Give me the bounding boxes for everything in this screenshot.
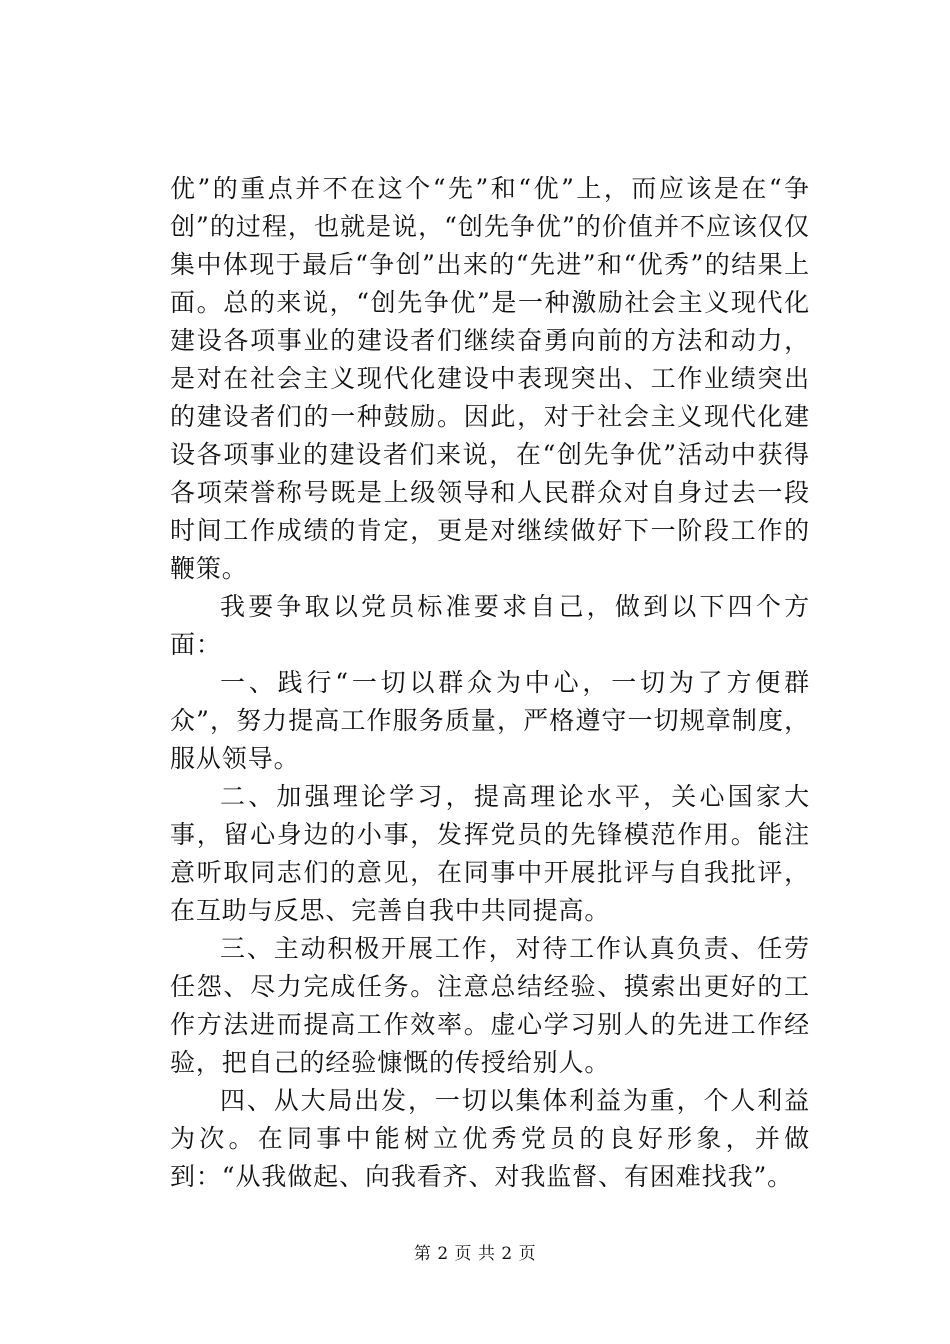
- paragraph-intro-four-aspects: 我要争取以党员标准要求自己，做到以下四个方面：: [170, 592, 810, 659]
- paragraph-item-4: 四、从大局出发，一切以集体利益为重，个人利益为次。在同事中能树立优秀党员的良好形象，并做到：“从我做起、向我看齐、对我监督、有困难找我”。: [170, 1086, 810, 1191]
- paragraph-item-3: 三、主动积极开展工作，对待工作认真负责、任劳任怨、尽力完成任务。注意总结经验、摸索出更好的工作方法进而提高工作效率。虚心学习别人的先进工作经验，把自己的经验慷慨的传授给别人。: [170, 934, 810, 1077]
- paragraph-continuation: 优”的重点并不在这个“先”和“优”上，而应该是在“争创”的过程，也就是说，“创先争优”的价值并不应该仅仅集中体现于最后“争创”出来的“先进”和“优秀”的结果上面。总的来说，“创先争优”是一种激励社会主义现代化建设各项事业的建设者们继续奋勇向前的方法和动力，是对在社会主义现代化建设中表现突出、工作业绩突出的建设者们的一种鼓励。因此，对于社会主义现代化建设各项事业的建设者们来说，在“创先争优”活动中获得各项荣誉称号既是上级领导和人民群众对自身过去一段时间工作成绩的肯定，更是对继续做好下一阶段工作的鞭策。: [170, 174, 810, 583]
- paragraph-item-1: 一、践行“一切以群众为中心，一切为了方便群众”，努力提高工作服务质量，严格遵守一切规章制度，服从领导。: [170, 668, 810, 773]
- page-number-footer: 第 2 页 共 2 页: [413, 1244, 537, 1264]
- document-body: [170, 170, 810, 1196]
- paragraph-item-2: 二、加强理论学习，提高理论水平，关心国家大事，留心身边的小事，发挥党员的先锋模范作用。能注意听取同志们的意见，在同事中开展批评与自我批评，在互助与反思、完善自我中共同提高。: [170, 782, 810, 925]
